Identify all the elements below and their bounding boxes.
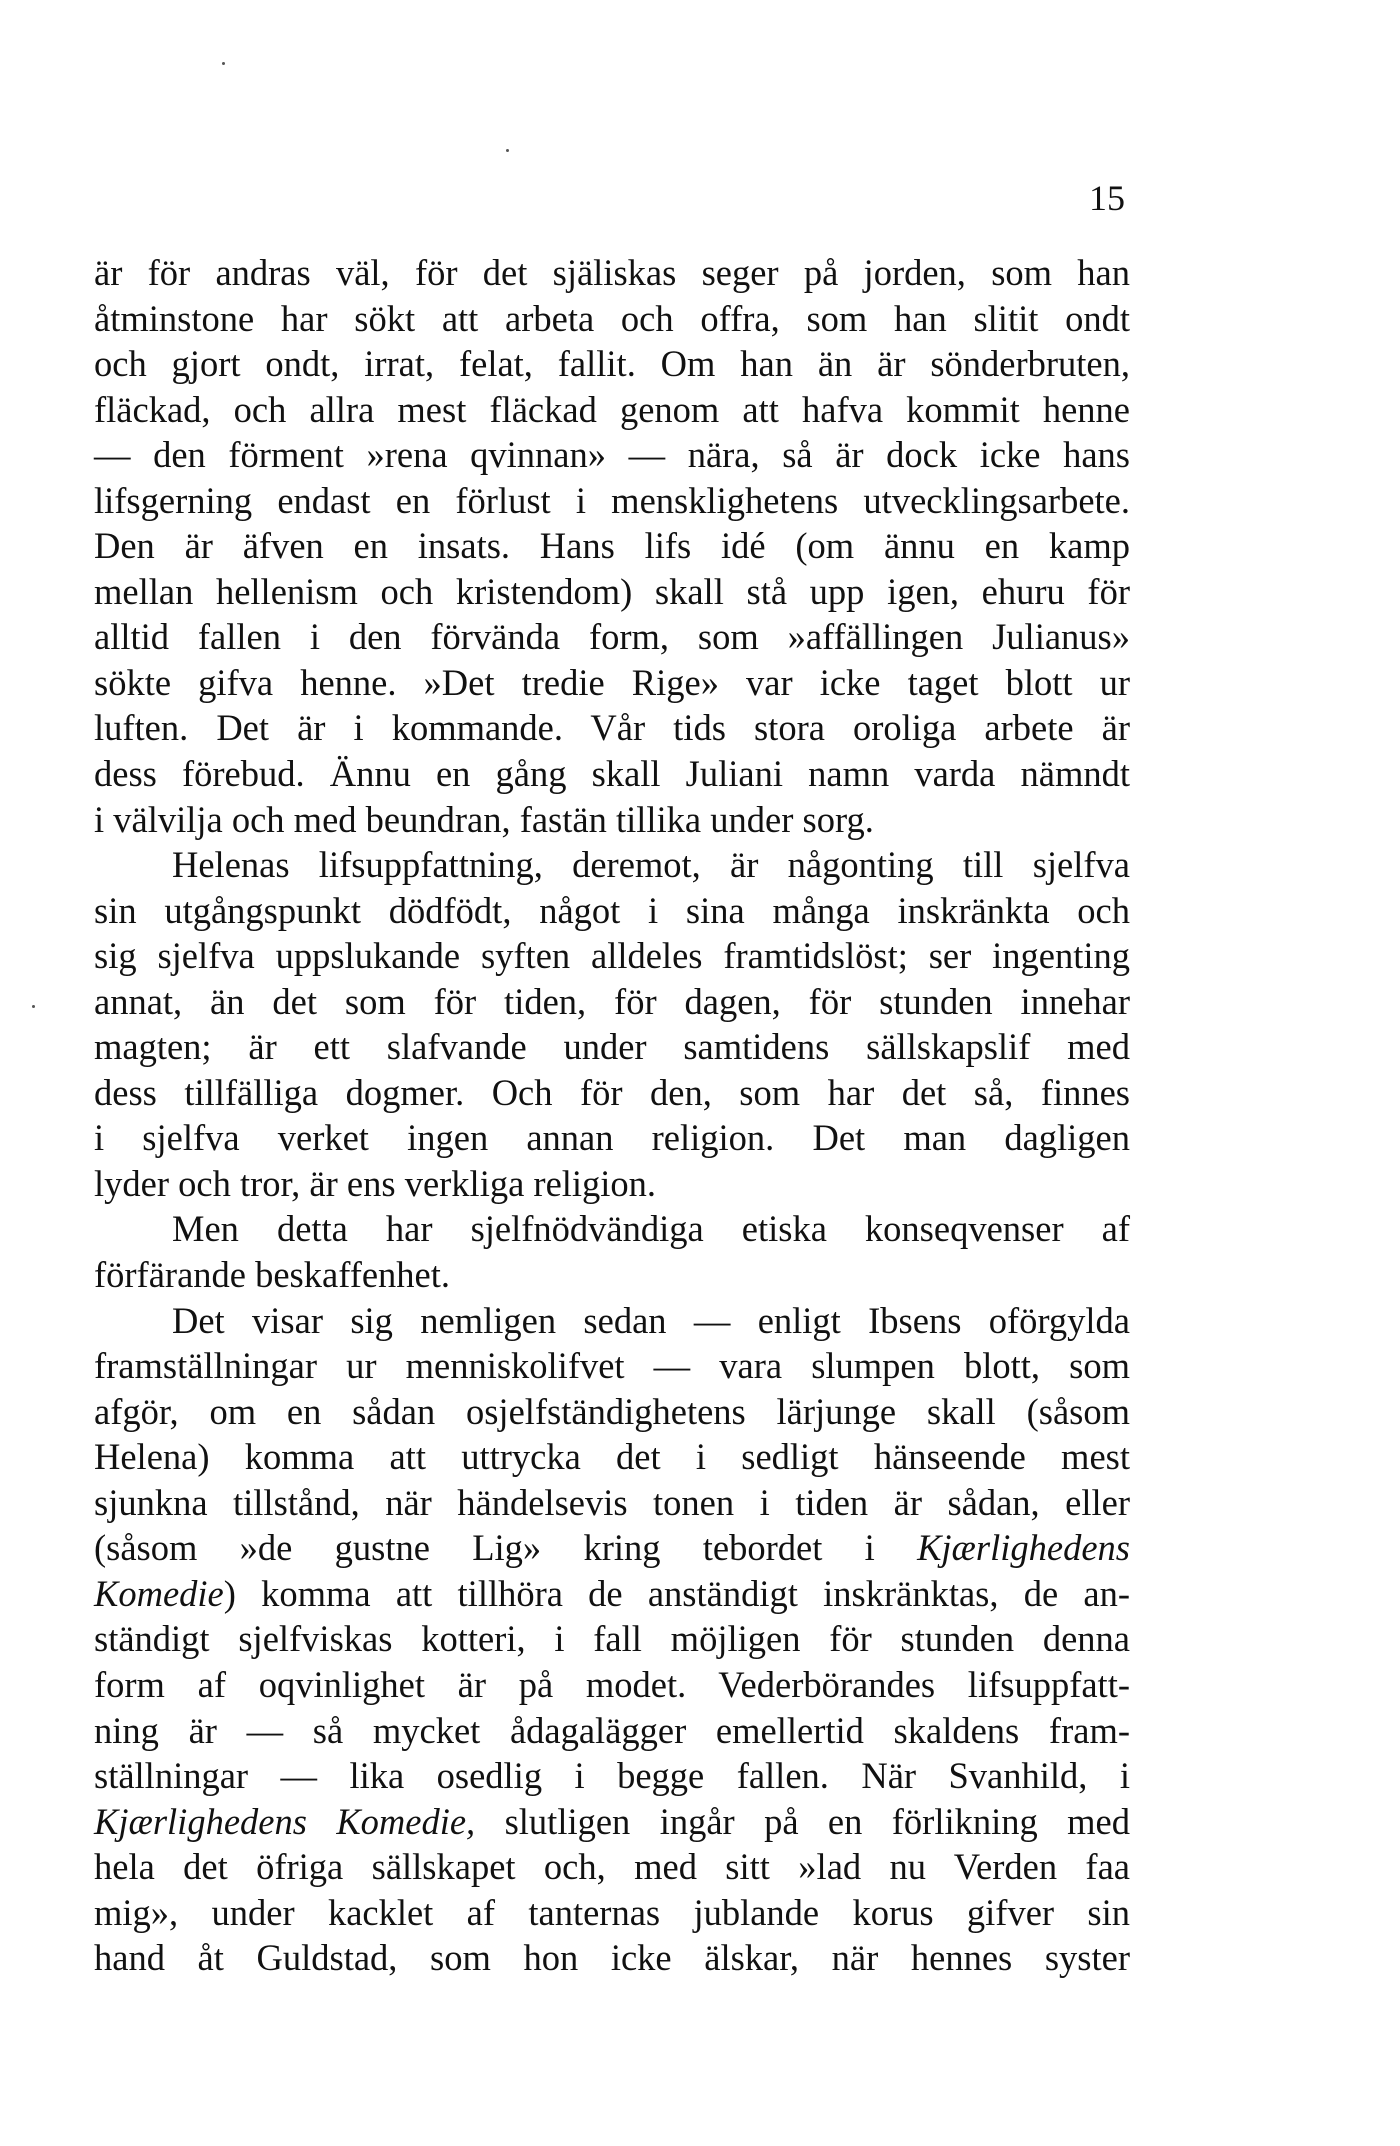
line-text: och gjort ondt, irrat, felat, fallit. Om han än är sönderbruten, [94, 343, 1130, 385]
text-line [94, 1571, 1130, 1617]
text-line [94, 1024, 1130, 1070]
text-line [94, 296, 1130, 342]
line-text: lifsgerning endast en förlust i mensklighetens utvecklingsarbete. [94, 479, 1130, 521]
text-line [94, 751, 1130, 797]
text-line [94, 341, 1130, 387]
text-line [94, 1525, 1130, 1571]
text-line [94, 1480, 1130, 1526]
text-line [94, 842, 1130, 888]
line-text: lyder och tror, är ens verkliga religion. [94, 1162, 657, 1204]
text-line [94, 1070, 1130, 1116]
text-line [94, 1434, 1130, 1480]
text-line [94, 705, 1130, 751]
line-text: (såsom »de gustne Lig» kring tebordet i [94, 1527, 918, 1569]
body-text [94, 250, 1130, 1981]
line-text: åtminstone har sökt att arbeta och offra, som han slitit ondt [94, 297, 1130, 339]
text-line [94, 1161, 1130, 1207]
text-line [94, 933, 1130, 979]
line-text: fläckad, och allra mest fläckad genom att hafva kommit henne [94, 388, 1130, 430]
text-line [94, 1616, 1130, 1662]
line-text: form af oqvinlighet är på modet. Vederbörandes lifsuppfatt- [94, 1663, 1130, 1705]
text-line [94, 1389, 1130, 1435]
line-text: annat, än det som för tiden, för dagen, för stunden innehar [94, 980, 1130, 1022]
line-text: magten; är ett slafvande under samtidens sällskapslif med [94, 1026, 1130, 1068]
line-text: dess tillfälliga dogmer. Och för den, som har det så, finnes [94, 1071, 1130, 1113]
text-line [94, 1799, 1130, 1845]
line-text: luften. Det är i kommande. Vår tids stora oroliga arbete är [94, 707, 1130, 749]
print-speck [32, 1005, 35, 1008]
line-text: är för andras väl, för det själiskas seger på jorden, som han [94, 252, 1130, 293]
print-speck [506, 149, 509, 152]
italic-title-text: Kjærlighedens Komedie, [94, 1800, 476, 1842]
text-line [94, 432, 1130, 478]
line-text: sig sjelfva uppslukande syften alldeles framtidslöst; ser ingenting [94, 935, 1130, 977]
line-text: ställningar — lika osedlig i begge fallen. När Svanhild, i [94, 1755, 1130, 1797]
text-line [94, 660, 1130, 706]
line-text: hela det öfriga sällskapet och, med sitt »lad nu Verden faa [94, 1846, 1130, 1888]
text-line [94, 1252, 1130, 1298]
line-text: Den är äfven en insats. Hans lifs idé (om ännu en kamp [94, 525, 1130, 567]
text-line [94, 614, 1130, 660]
text-line [94, 250, 1130, 296]
text-line [94, 888, 1130, 934]
text-line [94, 1890, 1130, 1936]
text-line [94, 1343, 1130, 1389]
line-text: slutligen ingår på en förlikning med [475, 1800, 1130, 1842]
line-text: afgör, om en sådan osjelfständighetens lärjunge skall (såsom [94, 1390, 1130, 1432]
line-text: Det visar sig nemligen sedan — enligt Ibsens oförgylda [172, 1299, 1130, 1341]
line-text: förfärande beskaffenhet. [94, 1254, 451, 1296]
line-text: sjunkna tillstånd, när händelsevis tonen i tiden är sådan, eller [94, 1481, 1130, 1523]
text-line [94, 1115, 1130, 1161]
italic-title-text: Komedie [94, 1572, 224, 1614]
line-text: hand åt Guldstad, som hon icke älskar, när hennes syster [94, 1937, 1130, 1979]
text-line [94, 569, 1130, 615]
text-line [94, 1753, 1130, 1799]
line-text: mellan hellenism och kristendom) skall stå upp igen, ehuru för [94, 570, 1130, 612]
text-line [94, 979, 1130, 1025]
line-text: mig», under kacklet af tanternas jublande korus gifver sin [94, 1891, 1130, 1933]
line-text: ) komma att tillhöra de anständigt inskränktas, de an- [223, 1572, 1130, 1614]
line-text: alltid fallen i den förvända form, som »affällingen Julianus» [94, 616, 1130, 658]
line-text: sökte gifva henne. »Det tredie Rige» var icke taget blott ur [94, 661, 1130, 703]
line-text: framställningar ur menniskolifvet — vara slumpen blott, som [94, 1345, 1130, 1387]
line-text: Helenas lifsuppfattning, deremot, är någonting till sjelfva [172, 844, 1130, 886]
text-line [94, 1662, 1130, 1708]
text-line [94, 1935, 1130, 1981]
text-line [94, 387, 1130, 433]
print-speck [222, 62, 225, 65]
text-line [94, 1708, 1130, 1754]
line-text: i sjelfva verket ingen annan religion. Det man dagligen [94, 1117, 1130, 1159]
line-text: ständigt sjelfviskas kotteri, i fall möjligen för stunden denna [94, 1618, 1130, 1660]
line-text: ning är — så mycket ådagalägger emellertid skaldens fram- [94, 1709, 1130, 1751]
text-line [94, 478, 1130, 524]
text-line [94, 1206, 1130, 1252]
text-line [94, 797, 1130, 843]
text-line [94, 1298, 1130, 1344]
line-text: sin utgångspunkt dödfödt, något i sina många inskränkta och [94, 889, 1130, 931]
italic-title-text: Kjærlighedens [917, 1527, 1130, 1569]
line-text: Helena) komma att uttrycka det i sedligt hänseende mest [94, 1436, 1130, 1478]
line-text: — den förment »rena qvinnan» — nära, så är dock icke hans [94, 434, 1130, 476]
line-text: i välvilja och med beundran, fastän tillika under sorg. [94, 798, 874, 840]
line-text: Men detta har sjelfnödvändiga etiska konseqvenser af [172, 1208, 1130, 1250]
text-line [94, 523, 1130, 569]
line-text: dess förebud. Ännu en gång skall Juliani namn varda nämndt [94, 753, 1130, 795]
page-number: 15 [1089, 178, 1125, 218]
text-line [94, 1844, 1130, 1890]
